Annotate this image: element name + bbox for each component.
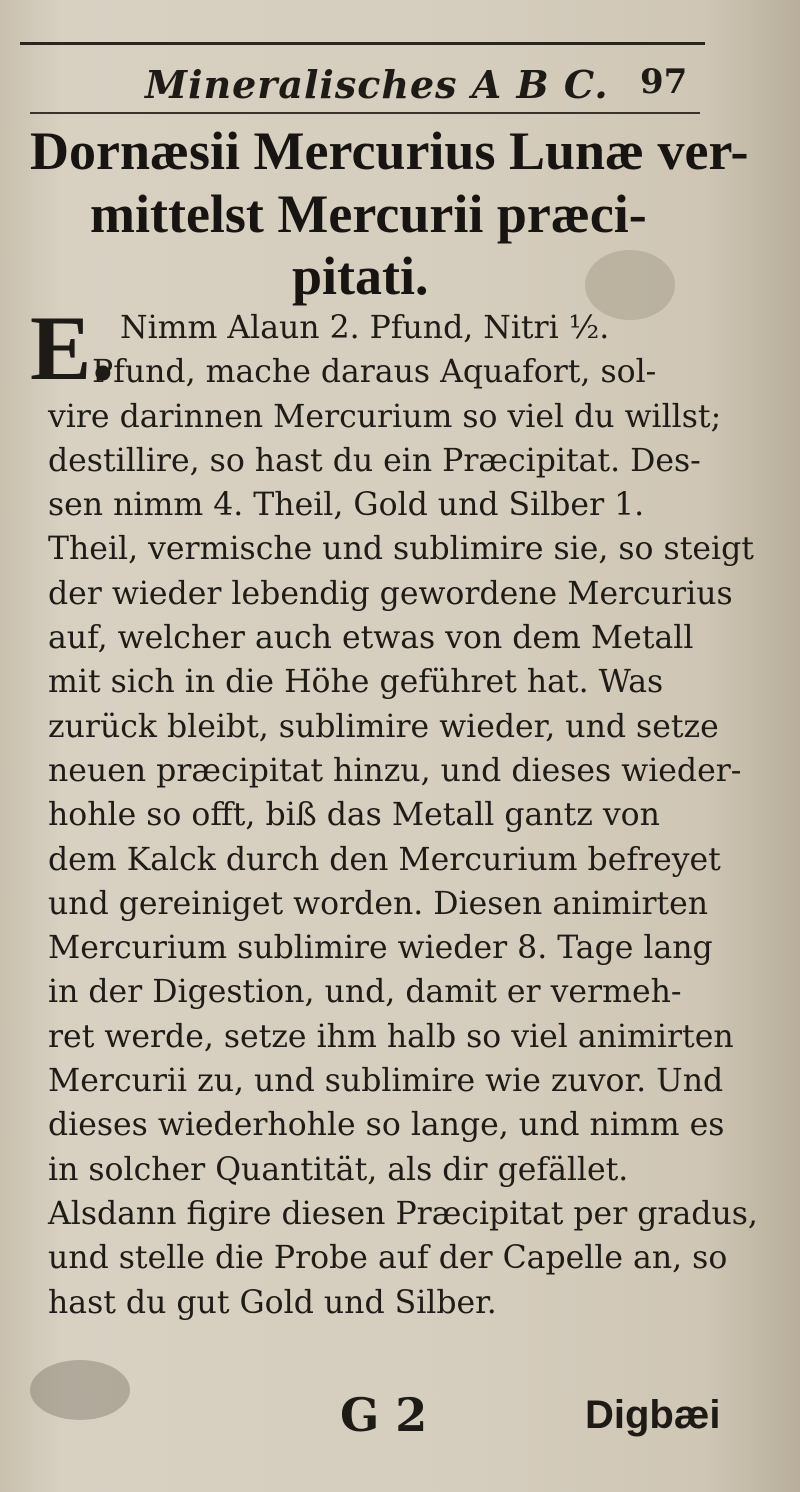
top-rule xyxy=(20,42,705,45)
body-line: ret werde, setze ihm halb so viel animirten xyxy=(48,1018,734,1055)
body-line: sen nimm 4. Theil, Gold und Silber 1. xyxy=(48,487,645,524)
body-line: mit sich in die Höhe geführet hat. Was xyxy=(48,664,664,701)
body-text xyxy=(48,306,762,1325)
signature-mark: G 2 xyxy=(340,1388,428,1442)
body-line: Nimm Alaun 2. Pfund, Nitri ½. xyxy=(120,310,610,346)
drop-cap: E. xyxy=(30,297,115,399)
body-line: in solcher Quantität, als dir gefället. xyxy=(48,1151,629,1188)
title-line-1: Dornæsii Mercurius Lunæ ver- xyxy=(30,121,749,181)
body-line: auf, welcher auch etwas von dem Metall xyxy=(48,620,694,657)
body-line: Alsdann figire diesen Præcipitat per gradus, xyxy=(48,1195,758,1232)
title-line-3: pitati. xyxy=(292,246,429,306)
body-line: Pfund, mache daraus Aquafort, sol- xyxy=(92,354,657,391)
running-head: Mineralisches A B C. xyxy=(145,62,609,107)
paper-stain xyxy=(30,1360,130,1420)
body-line: dieses wiederhohle so lange, und nimm es xyxy=(48,1107,725,1144)
body-line: Theil, vermische und sublimire sie, so steigt xyxy=(48,531,754,568)
body-line: und stelle die Probe auf der Capelle an, so xyxy=(48,1240,728,1277)
body-line: destillire, so hast du ein Præcipitat. Des- xyxy=(48,442,701,479)
body-line: neuen præcipitat hinzu, und dieses wieder- xyxy=(48,752,742,789)
body-line: zurück bleibt, sublimire wieder, und setze xyxy=(48,708,719,745)
header-rule xyxy=(30,112,700,114)
body-line: hast du gut Gold und Silber. xyxy=(48,1284,497,1321)
body-line: der wieder lebendig gewordene Mercurius xyxy=(48,575,733,612)
body-line: vire darinnen Mercurium so viel du willst; xyxy=(48,398,722,435)
title-line-2: mittelst Mercurii præci- xyxy=(90,184,647,244)
body-line: Mercurii zu, und sublimire wie zuvor. Und xyxy=(48,1063,724,1100)
page-number: 97 xyxy=(640,62,688,102)
body-line: in der Digestion, und, damit er vermeh- xyxy=(48,974,682,1011)
body-line: und gereiniget worden. Diesen animirten xyxy=(48,885,709,922)
catchword: Digbæi xyxy=(585,1393,721,1437)
body-line: dem Kalck durch den Mercurium befreyet xyxy=(48,841,721,878)
body-line: Mercurium sublimire wieder 8. Tage lang xyxy=(48,930,713,967)
body-line: hohle so offt, biß das Metall gantz von xyxy=(48,797,660,834)
